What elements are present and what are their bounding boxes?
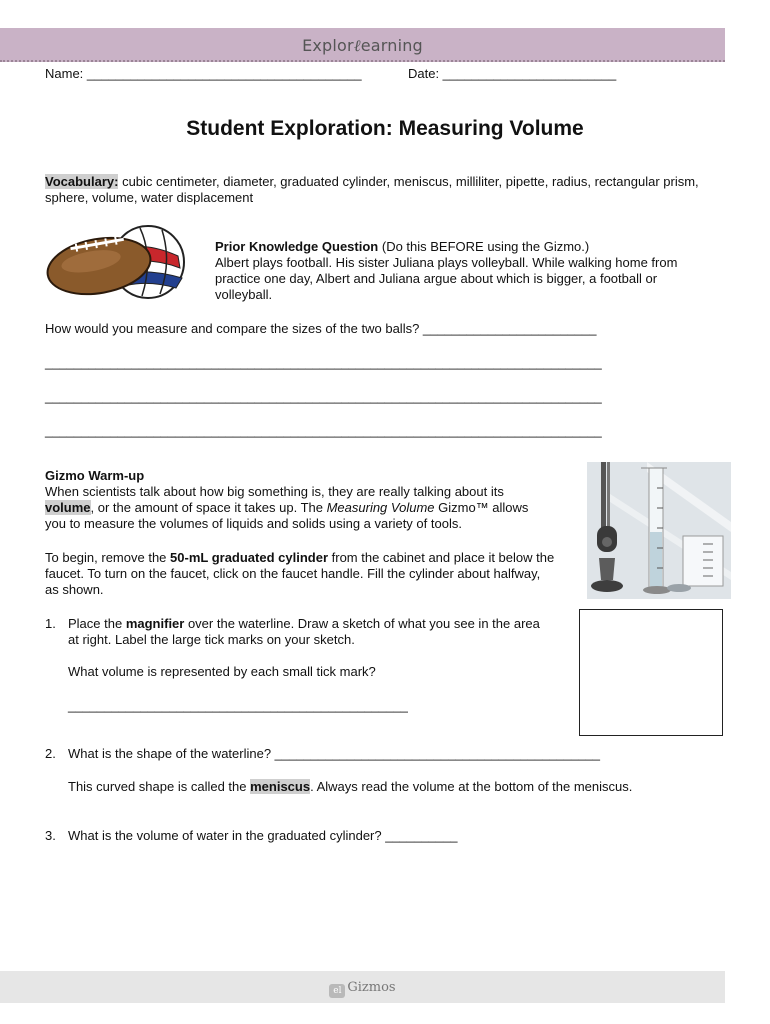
question-1-answer-line[interactable]: _______________________________________________ xyxy=(68,698,408,713)
graduated-cylinder-term: 50-mL graduated cylinder xyxy=(170,550,329,565)
vocabulary-terms: cubic centimeter, diameter, graduated cylinder, meniscus, milliliter, pipette, radius, rectangular prism, sphere, volume, water displacement xyxy=(45,174,699,205)
gizmos-footer xyxy=(0,971,725,1003)
answer-blank-line[interactable]: _____________________________________________________________________________ xyxy=(45,389,602,404)
question-1: Place the magnifier over the waterline. Draw a sketch of what you see in the area at right. Label the large tick marks on your sketch. xyxy=(68,616,540,647)
gizmos-logo: el Gizmos xyxy=(0,980,725,998)
prior-knowledge-paragraph xyxy=(215,239,715,303)
vocabulary-paragraph xyxy=(45,174,713,206)
question-3[interactable]: What is the volume of water in the graduated cylinder? __________ xyxy=(68,828,458,843)
gizmo-name: Measuring Volume xyxy=(326,500,435,515)
magnifier-term: magnifier xyxy=(125,616,185,631)
volume-term: volume xyxy=(45,500,91,515)
vocabulary-label: Vocabulary: xyxy=(45,174,119,189)
question-3-number: 3. xyxy=(45,828,56,843)
prior-knowledge-heading: Prior Knowledge Question xyxy=(215,239,379,254)
gizmos-mark-icon: el xyxy=(329,984,345,998)
gizmo-warmup-section: Gizmo Warm-up When scientists talk about how big something is, they are really talking about its volume, or the amount of space it takes up. The Measuring Volume Gizmo™ allows you to measure the volumes of liquids and solids using a variety of tools. xyxy=(45,468,529,531)
football-volleyball-image xyxy=(44,222,190,300)
meniscus-term: meniscus xyxy=(250,779,311,794)
name-field[interactable]: Name: ______________________________________ xyxy=(45,66,362,81)
warmup-heading: Gizmo Warm-up xyxy=(45,468,145,483)
question-1-number: 1. xyxy=(45,616,56,631)
date-field[interactable]: Date: ________________________ xyxy=(408,66,617,81)
meniscus-note: This curved shape is called the meniscus. Always read the volume at the bottom of the meniscus. xyxy=(68,779,633,794)
answer-blank-line[interactable]: _____________________________________________________________________________ xyxy=(45,355,602,370)
prior-knowledge-body: Albert plays football. His sister Juliana plays volleyball. While walking home from practice one day, Albert and Juliana argue about which is bigger, a football or volleyball. xyxy=(215,255,678,302)
warmup-instructions: To begin, remove the 50-mL graduated cylinder from the cabinet and place it below the faucet. To turn on the faucet, click on the faucet handle. Fill the cylinder about halfway, as shown. xyxy=(45,550,555,597)
question-2-number: 2. xyxy=(45,746,56,761)
sketch-box[interactable] xyxy=(579,609,723,736)
answer-blank-line[interactable]: _____________________________________________________________________________ xyxy=(45,423,602,438)
question-2[interactable]: What is the shape of the waterline? _____________________________________________ xyxy=(68,746,601,761)
explorelearning-logo: Explorℓearning xyxy=(302,36,423,55)
question-1-subquestion: What volume is represented by each small tick mark? xyxy=(68,664,376,679)
gizmo-cylinder-image xyxy=(587,462,731,599)
prior-knowledge-note: (Do this BEFORE using the Gizmo.) xyxy=(378,239,590,254)
page-title: Student Exploration: Measuring Volume xyxy=(186,117,584,140)
prior-knowledge-question[interactable]: How would you measure and compare the sizes of the two balls? ________________________ xyxy=(45,321,597,336)
explorelearning-banner xyxy=(0,28,725,62)
